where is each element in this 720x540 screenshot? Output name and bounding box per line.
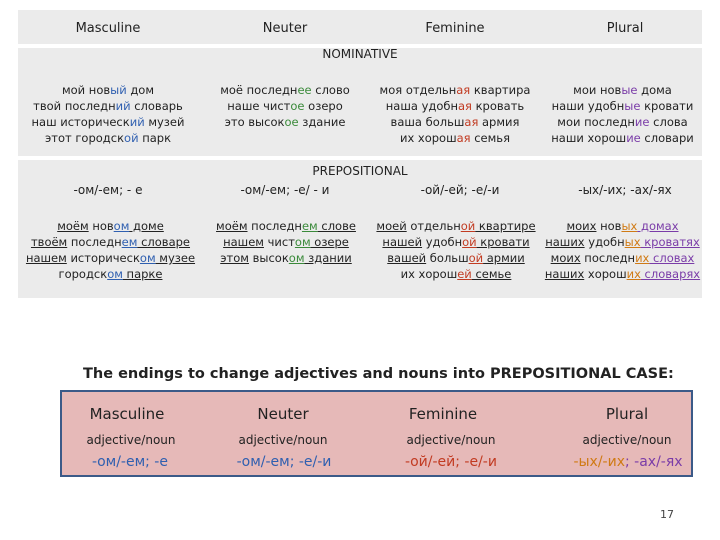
endings-plural: -ых/-их; -ах/-ях	[578, 183, 672, 197]
nom-neut-row: моё последнее слово	[220, 83, 350, 97]
nom-neut-row: наше чистое озеро	[227, 99, 343, 113]
summary-sub-plural: adjective/noun	[582, 433, 672, 447]
prep-neut-row: нашем чистом озере	[223, 235, 349, 249]
prep-fem-row: моей отдельной квартире	[376, 219, 536, 233]
nom-plur-row: мои новые дома	[573, 83, 672, 97]
summary-sub-neuter: adjective/noun	[238, 433, 328, 447]
endings-feminine: -ой/-ей; -е/-и	[420, 183, 500, 197]
endings-neuter: -ом/-ем; -е/ - и	[240, 183, 330, 197]
nom-fem-row: наша удобная кровать	[385, 99, 525, 113]
summary-sub-feminine: adjective/noun	[406, 433, 496, 447]
prep-plur-row: наших хороших словарях	[544, 267, 701, 281]
summary-ending-neuter: -ом/-ем; -е/-и	[236, 454, 332, 470]
summary-ending-masculine: -ом/-ем; -е	[92, 454, 168, 470]
prep-masc-row: твоём последнем словаре	[30, 235, 191, 249]
header-plural: Plural	[606, 21, 644, 36]
nom-masc-row: мой новый дом	[61, 83, 155, 97]
header-masculine: Masculine	[75, 21, 141, 36]
nom-plur-row: мои последние слова	[557, 115, 688, 129]
summary-sub-masculine: adjective/noun	[86, 433, 176, 447]
nom-masc-row: твой последний словарь	[33, 99, 183, 113]
prep-neuter-col	[200, 218, 372, 266]
header-neuter: Neuter	[262, 21, 308, 36]
summary-box	[60, 390, 693, 477]
summary-title-neuter: Neuter	[257, 405, 309, 423]
nom-neut-row: это высокое здание	[224, 115, 346, 129]
prep-plural-col	[540, 218, 705, 282]
summary-title-masculine: Masculine	[89, 405, 165, 423]
header-feminine: Feminine	[425, 21, 485, 36]
prep-neut-row: этом высоком здании	[220, 251, 352, 265]
prep-masculine-col	[18, 218, 203, 282]
prepositional-label: PREPOSITIONAL	[312, 164, 408, 178]
nom-fem-row: моя отдельная квартира	[379, 83, 531, 97]
prep-plur-row: моих последних словах	[550, 251, 695, 265]
summary-ending-plural: -ых/-их; -ах/-ях	[573, 454, 683, 470]
prep-neut-row: моём последнем слове	[216, 219, 356, 233]
nom-neuter-col	[200, 82, 370, 130]
summary-ending-feminine: -ой/-ей; -е/-и	[405, 454, 497, 470]
prep-masc-row: моём новом доме	[57, 219, 164, 233]
page-number: 17	[660, 508, 674, 521]
endings-masculine: -ом/-ем; - е	[73, 183, 143, 197]
summary-title-plural: Plural	[605, 405, 649, 423]
nom-plural-col	[540, 82, 705, 146]
prep-plur-row: наших удобных кроватях	[545, 235, 700, 249]
nom-masculine-col	[18, 82, 198, 146]
prep-feminine-col	[370, 218, 542, 282]
nom-masc-row: этот городской парк	[44, 131, 172, 145]
prep-plur-row: моих новых домах	[566, 219, 679, 233]
summary-title-feminine: Feminine	[408, 405, 478, 423]
prep-masc-row: городском парке	[58, 267, 163, 281]
prep-fem-row: нашей удобной кровати	[382, 235, 530, 249]
nom-feminine-col	[370, 82, 540, 146]
nom-fem-row: их хорошая семья	[399, 131, 511, 145]
nom-plur-row: наши удобные кровати	[551, 99, 694, 113]
prep-fem-row: вашей большой армии	[387, 251, 525, 265]
nominative-label: NOMINATIVE	[322, 47, 398, 61]
nom-fem-row: ваша большая армия	[390, 115, 520, 129]
nom-masc-row: наш исторический музей	[31, 115, 185, 129]
nom-plur-row: наши хорошие словари	[551, 131, 694, 145]
prep-masc-row: нашем историческом музее	[25, 251, 196, 265]
prep-fem-row: их хорошей семье	[400, 267, 512, 281]
caption: The endings to change adjectives and nouns into PREPOSITIONAL CASE:	[83, 366, 674, 382]
